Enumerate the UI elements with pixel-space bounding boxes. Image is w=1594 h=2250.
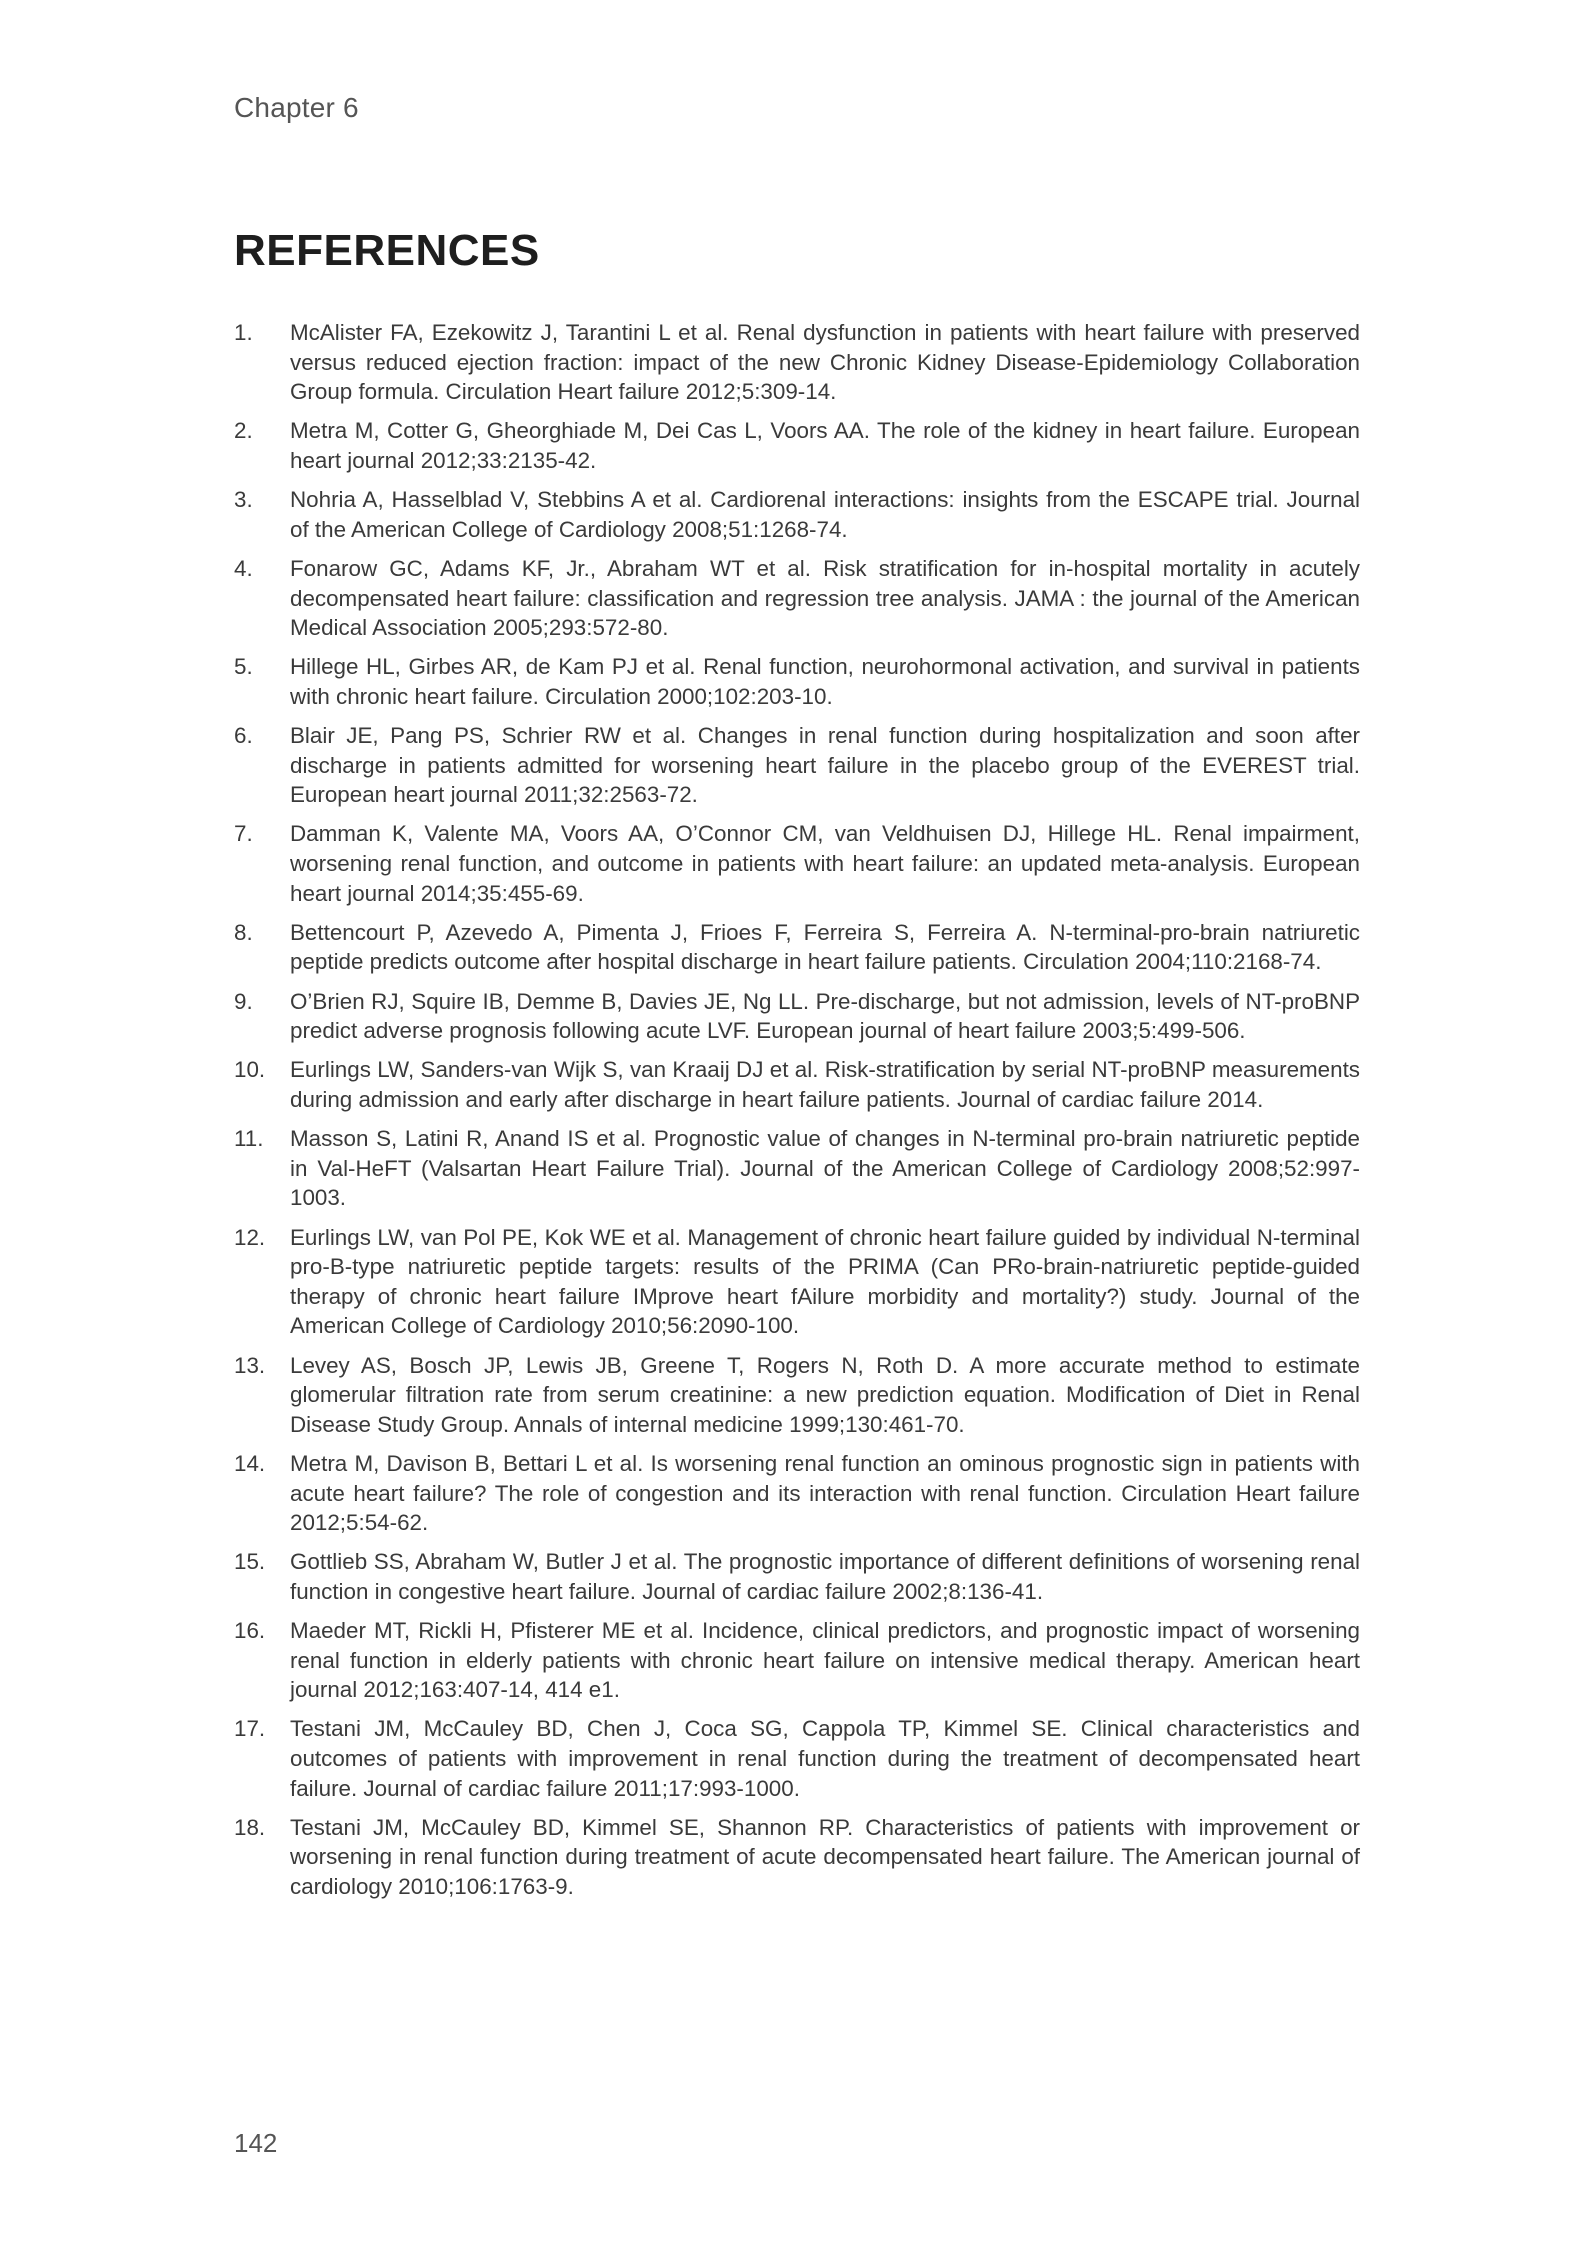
reference-number: 7. bbox=[234, 821, 253, 847]
reference-number: 11. bbox=[234, 1126, 264, 1152]
reference-item bbox=[234, 1714, 1360, 1803]
reference-item bbox=[234, 1449, 1360, 1538]
reference-number: 15. bbox=[234, 1549, 266, 1575]
reference-text: Metra M, Cotter G, Gheorghiade M, Dei Cas L, Voors AA. The role of the kidney in heart failure. European heart journal 2012;33:2135-42. bbox=[290, 418, 1360, 473]
reference-number: 17. bbox=[234, 1716, 266, 1742]
reference-number: 10. bbox=[234, 1057, 266, 1083]
reference-number: 4. bbox=[234, 555, 253, 581]
reference-item bbox=[234, 1813, 1360, 1902]
reference-item bbox=[234, 416, 1360, 475]
reference-item bbox=[234, 987, 1360, 1046]
reference-text: Metra M, Davison B, Bettari L et al. Is worsening renal function an ominous prognostic sign in patients with acute heart failure? The role of congestion and its interaction with renal function. Circulation Heart failure 2012;5:54-62. bbox=[290, 1450, 1360, 1536]
reference-text: Eurlings LW, van Pol PE, Kok WE et al. Management of chronic heart failure guided by individual N-terminal pro-B-type natriuretic peptide targets: results of the PRIMA (Can PRo-brain-natriuretic peptide-guided therapy of chronic heart failure IMprove heart fAilure morbidity and mortality?) study. Journal of the American College of Cardiology 2010;56:2090-100. bbox=[290, 1224, 1360, 1339]
reference-number: 16. bbox=[234, 1618, 266, 1644]
reference-text: Hillege HL, Girbes AR, de Kam PJ et al. Renal function, neurohormonal activation, and survival in patients with chronic heart failure. Circulation 2000;102:203-10. bbox=[290, 654, 1360, 709]
reference-text: Gottlieb SS, Abraham W, Butler J et al. The prognostic importance of different definitions of worsening renal function in congestive heart failure. Journal of cardiac failure 2002;8:136-41. bbox=[290, 1549, 1360, 1604]
reference-text: Damman K, Valente MA, Voors AA, O’Connor CM, van Veldhuisen DJ, Hillege HL. Renal impairment, worsening renal function, and outcome in patients with heart failure: an updated meta-analysis. European heart journal 2014;35:455-69. bbox=[290, 821, 1360, 906]
reference-text: Testani JM, McCauley BD, Kimmel SE, Shannon RP. Characteristics of patients with improvement or worsening in renal function during treatment of acute decompensated heart failure. The American journal of cardiology 2010;106:1763-9. bbox=[290, 1814, 1360, 1899]
reference-item bbox=[234, 721, 1360, 810]
reference-item bbox=[234, 554, 1360, 643]
reference-text: O’Brien RJ, Squire IB, Demme B, Davies JE, Ng LL. Pre-discharge, but not admission, levels of NT-proBNP predict adverse prognosis following acute LVF. European journal of heart failure 2003;5:499-506. bbox=[290, 988, 1360, 1044]
reference-item bbox=[234, 1223, 1360, 1341]
reference-text: Fonarow GC, Adams KF, Jr., Abraham WT et al. Risk stratification for in-hospital mortality in acutely decompensated heart failure: classification and regression tree analysis. JAMA : the journal of the American Medical Association 2005;293:572-80. bbox=[290, 555, 1360, 641]
reference-text: Levey AS, Bosch JP, Lewis JB, Greene T, Rogers N, Roth D. A more accurate method to estimate glomerular filtration rate from serum creatinine: a new prediction equation. Modification of Diet in Renal Disease Study Group. Annals of internal medicine 1999;130:461-70. bbox=[290, 1352, 1360, 1437]
reference-item bbox=[234, 1055, 1360, 1114]
reference-item bbox=[234, 318, 1360, 407]
reference-number: 9. bbox=[234, 988, 253, 1014]
reference-text: Masson S, Latini R, Anand IS et al. Prognostic value of changes in N-terminal pro-brain natriuretic peptide in Val-HeFT (Valsartan Heart Failure Trial). Journal of the American College of Cardiology 2008;52:997-1003. bbox=[290, 1126, 1360, 1211]
reference-number: 3. bbox=[234, 487, 253, 513]
section-title: REFERENCES bbox=[234, 226, 540, 275]
reference-number: 8. bbox=[234, 919, 253, 945]
reference-text: Testani JM, McCauley BD, Chen J, Coca SG, Cappola TP, Kimmel SE. Clinical characteristics and outcomes of patients with improvement in renal function during the treatment of decompensated heart failure. Journal of cardiac failure 2011;17:993-1000. bbox=[290, 1716, 1360, 1801]
running-head: Chapter 6 bbox=[234, 92, 359, 123]
reference-text: Blair JE, Pang PS, Schrier RW et al. Changes in renal function during hospitalization and soon after discharge in patients admitted for worsening heart failure in the placebo group of the EVEREST trial. European heart journal 2011;32:2563-72. bbox=[290, 723, 1360, 808]
reference-item bbox=[234, 652, 1360, 711]
reference-item bbox=[234, 1616, 1360, 1705]
reference-text: Nohria A, Hasselblad V, Stebbins A et al. Cardiorenal interactions: insights from the ESCAPE trial. Journal of the American College of Cardiology 2008;51:1268-74. bbox=[290, 487, 1360, 542]
reference-item bbox=[234, 918, 1360, 977]
reference-item bbox=[234, 819, 1360, 908]
reference-number: 13. bbox=[234, 1352, 266, 1378]
reference-list bbox=[234, 318, 1360, 1911]
reference-text: Eurlings LW, Sanders-van Wijk S, van Kraaij DJ et al. Risk-stratification by serial NT-proBNP measurements during admission and early after discharge in heart failure patients. Journal of cardiac failure 2014. bbox=[290, 1057, 1360, 1112]
reference-text: Bettencourt P, Azevedo A, Pimenta J, Frioes F, Ferreira S, Ferreira A. N-terminal-pro-brain natriuretic peptide predicts outcome after hospital discharge in heart failure patients. Circulation 2004;110:2168-74. bbox=[290, 919, 1360, 975]
reference-number: 6. bbox=[234, 723, 253, 749]
reference-number: 18. bbox=[234, 1814, 266, 1840]
reference-number: 14. bbox=[234, 1450, 266, 1476]
reference-number: 2. bbox=[234, 418, 253, 444]
reference-text: Maeder MT, Rickli H, Pfisterer ME et al. Incidence, clinical predictors, and prognostic impact of worsening renal function in elderly patients with chronic heart failure on intensive medical therapy. American heart journal 2012;163:407-14, 414 e1. bbox=[290, 1618, 1360, 1703]
reference-item bbox=[234, 1547, 1360, 1606]
page-number: 142 bbox=[234, 2128, 278, 2158]
reference-number: 5. bbox=[234, 654, 253, 680]
reference-item bbox=[234, 485, 1360, 544]
reference-text: McAlister FA, Ezekowitz J, Tarantini L et al. Renal dysfunction in patients with heart failure with preserved versus reduced ejection fraction: impact of the new Chronic Kidney Disease-Epidemiology Collaboration Group formula. Circulation Heart failure 2012;5:309-14. bbox=[290, 320, 1360, 405]
reference-number: 1. bbox=[234, 320, 253, 345]
reference-item bbox=[234, 1351, 1360, 1440]
reference-number: 12. bbox=[234, 1224, 266, 1250]
reference-item bbox=[234, 1124, 1360, 1213]
